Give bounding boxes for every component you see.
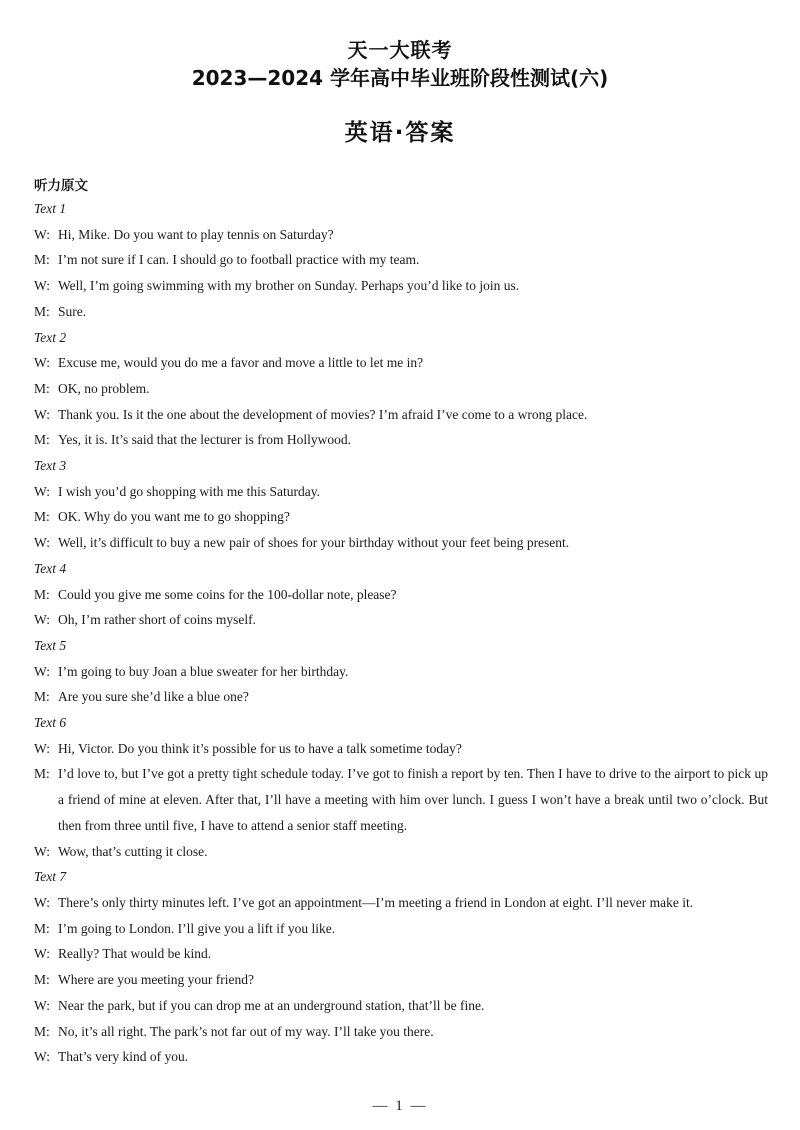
speaker-label: W: <box>34 843 50 859</box>
speaker-label: W: <box>34 663 50 679</box>
dialogue-text: Thank you. Is it the one about the development of movies? I’m afraid I’ve come to a wrong place. <box>58 406 588 422</box>
dialogue-turn <box>34 350 768 376</box>
dialogue-turn <box>34 247 768 273</box>
speaker-label: W: <box>34 894 50 910</box>
text-label: Text 6 <box>34 715 67 731</box>
text-label: Text 5 <box>34 637 67 653</box>
page-number: — 1 — <box>372 1098 428 1114</box>
dialogue-turn <box>34 839 768 865</box>
dialogue-turn <box>34 1044 768 1070</box>
section-title: 听力原文 <box>34 178 88 194</box>
dialogue-turn <box>34 761 768 838</box>
text-label: Text 2 <box>34 329 67 345</box>
dialogue-turn <box>34 222 768 248</box>
dialogue-turn <box>34 659 768 685</box>
dialogue-text: OK, no problem. <box>58 380 150 396</box>
speaker-label: M: <box>34 766 50 782</box>
dialogue-text: No, it’s all right. The park’s not far out of my way. I’ll take you there. <box>58 1023 434 1039</box>
dialogue-text: I wish you’d go shopping with me this Saturday. <box>58 483 320 499</box>
dialogue-turn <box>34 530 768 556</box>
dialogue-turn <box>34 1019 768 1045</box>
speaker-label: M: <box>34 432 50 448</box>
dialogue-turn <box>34 941 768 967</box>
dialogue-text: I’m going to London. I’ll give you a lift if you like. <box>58 920 336 936</box>
dialogue-text: Yes, it is. It’s said that the lecturer is from Hollywood. <box>58 432 351 448</box>
dialogue-text: OK. Why do you want me to go shopping? <box>58 509 290 525</box>
text-label: Text 7 <box>34 869 67 885</box>
speaker-label: M: <box>34 380 50 396</box>
speaker-label: W: <box>34 997 50 1013</box>
dialogue-turn <box>34 402 768 428</box>
dialogue-text: I’m not sure if I can. I should go to football practice with my team. <box>58 252 420 268</box>
text-label: Text 1 <box>34 201 67 216</box>
speaker-label: M: <box>34 920 50 936</box>
dialogue-turn <box>34 607 768 633</box>
speaker-label: W: <box>34 946 50 962</box>
dialogue-text: There’s only thirty minutes left. I’ve got an appointment—I’m meeting a friend in London at eight. I’ll never make it. <box>58 894 694 910</box>
speaker-label: W: <box>34 278 50 294</box>
dialogue-turn <box>34 582 768 608</box>
speaker-label: M: <box>34 689 50 705</box>
dialogue-turn <box>34 479 768 505</box>
dialogue-text: Hi, Victor. Do you think it’s possible for us to have a talk sometime today? <box>58 740 462 756</box>
dialogue-turn <box>34 916 768 942</box>
dialogue-turn <box>34 299 768 325</box>
dialogue-text: Wow, that’s cutting it close. <box>58 843 208 859</box>
dialogue-text: Where are you meeting your friend? <box>58 972 255 988</box>
speaker-label: M: <box>34 509 50 525</box>
listening-transcript <box>34 196 768 1070</box>
speaker-label: W: <box>34 226 50 242</box>
dialogue-text: I’m going to buy Joan a blue sweater for her birthday. <box>58 663 349 679</box>
speaker-label: M: <box>34 303 50 319</box>
dialogue-turn <box>34 967 768 993</box>
speaker-label: W: <box>34 406 50 422</box>
dialogue-turn <box>34 993 768 1019</box>
dialogue-turn <box>34 376 768 402</box>
subject-answer-title: 英语·答案 <box>344 120 456 146</box>
dialogue-text: Are you sure she’d like a blue one? <box>58 689 249 705</box>
dialogue-turn <box>34 504 768 530</box>
dialogue-text: Oh, I’m rather short of coins myself. <box>58 612 256 628</box>
dialogue-turn <box>34 736 768 762</box>
dialogue-text: Sure. <box>58 303 87 319</box>
speaker-label: W: <box>34 535 50 551</box>
speaker-label: W: <box>34 740 50 756</box>
dialogue-text: Hi, Mike. Do you want to play tennis on Saturday? <box>58 226 334 242</box>
dialogue-text: That’s very kind of you. <box>58 1049 189 1065</box>
exam-title: 2023—2024 学年高中毕业班阶段性测试(六) <box>191 66 609 90</box>
speaker-label: M: <box>34 972 50 988</box>
dialogue-text: Well, it’s difficult to buy a new pair of shoes for your birthday without your feet being present. <box>58 535 570 551</box>
dialogue-text: Near the park, but if you can drop me at an underground station, that’ll be fine. <box>58 997 485 1013</box>
speaker-label: M: <box>34 252 50 268</box>
dialogue-turn <box>34 890 768 916</box>
speaker-label: M: <box>34 1023 50 1039</box>
dialogue-text: Well, I’m going swimming with my brother on Sunday. Perhaps you’d like to join us. <box>58 278 520 294</box>
dialogue-turn <box>34 427 768 453</box>
speaker-label: W: <box>34 355 50 371</box>
speaker-label: W: <box>34 612 50 628</box>
speaker-label: W: <box>34 483 50 499</box>
dialogue-turn <box>34 684 768 710</box>
dialogue-text: Could you give me some coins for the 100-dollar note, please? <box>58 586 397 602</box>
speaker-label: W: <box>34 1049 50 1065</box>
text-label: Text 4 <box>34 560 67 576</box>
dialogue-text: Excuse me, would you do me a favor and move a little to let me in? <box>58 355 424 371</box>
dialogue-turn <box>34 273 768 299</box>
text-label: Text 3 <box>34 458 67 474</box>
exam-organizer-title: 天一大联考 <box>347 38 453 62</box>
speaker-label: M: <box>34 586 50 602</box>
dialogue-text: Really? That would be kind. <box>58 946 212 962</box>
dialogue-text: I’d love to, but I’ve got a pretty tight schedule today. I’ve got to finish a report by ten. Then I have to drive to the airport to pick up a friend of mine at eleven. After that, I’ll have a meeting with him over lunch. I guess I won’t have a break until two o’clock. But then from three until five, I have to attend a senior staff meeting. <box>58 766 768 833</box>
